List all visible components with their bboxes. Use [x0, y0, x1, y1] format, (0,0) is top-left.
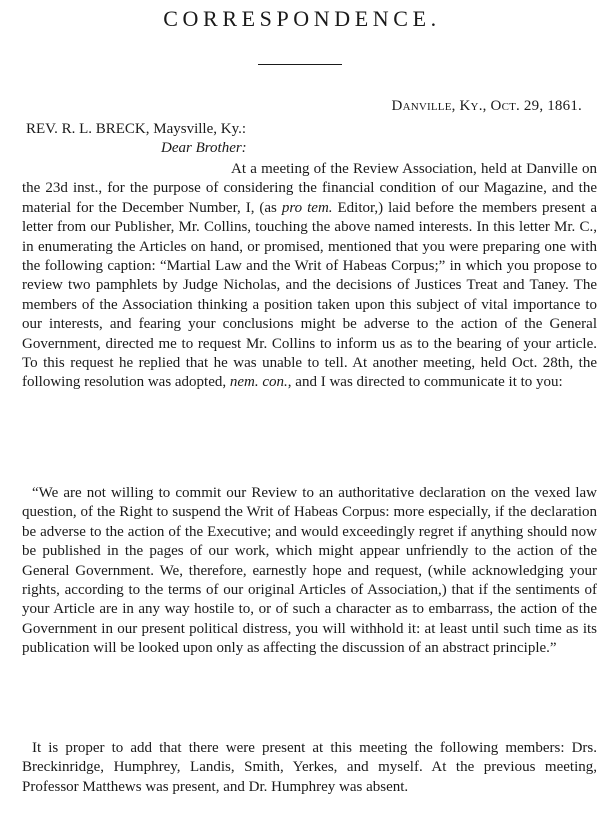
- dateline-date: Oct. 29, 1861.: [490, 98, 582, 114]
- salutation: Dear Brother:: [161, 140, 247, 156]
- resolution-quote: “We are not willing to commit our Review to an authoritative declaration on the vexed law question, of the Right to suspend the Writ of Habeas Corpus: more especially, if the declaration be adverse to the action of the Executive; and would exceedingly regret if anything should now be published in the pages of our work, which might appear unfriendly to the action of the General Government. We, therefore, earnestly hope and request, (while acknowledging your rights, according to the terms of our original Articles of Association,) that if the sentiments of your Article are in any way hostile to, or of such a character as to embarrass, the action of the Government in our present political distress, you will withhold it: at least until such time as its publication will be looked upon only as affecting the discussion of an abstract principle.”: [22, 485, 597, 657]
- page-title: CORRESPONDENCE.: [163, 6, 441, 31]
- dateline-place: Danville, Ky.,: [391, 98, 487, 114]
- paragraph-1-part-2: Editor,) laid before the members present a letter from our Publisher, Mr. Collins, touching the above named interests. In this letter Mr. C., in enumerating the Articles on hand, or promised, mentioned that you were preparing one with the following caption: “Martial Law and the Writ of Habeas Corpus;” in which you propose to review two pamphlets by Judge Nicholas, and the decisions of Justices Treat and Taney. The members of the Association thinking a position taken upon this subject of vital importance to our interests, and fearing your conclusions might be adverse to the action of the General Government, directed me to request Mr. Collins to inform us as to the bearing of your article. To this request he replied that he was unable to tell. At another meeting, held Oct. 28th, the following resolution was adopted,: [22, 199, 597, 391]
- paragraph-1-part-3: , and I was directed to communicate it to you:: [287, 374, 563, 391]
- letter-paragraph-1: [22, 160, 597, 393]
- addressee: REV. R. L. BRECK, Maysville, Ky.:: [26, 121, 247, 137]
- paragraph-1-part-1: At a meeting of the Review Association, held at Danville on the 23d inst., for the purpose of considering the financial condition of our Magazine, and the material for the December Number, I, (as: [22, 161, 597, 216]
- paragraph-1-italic-pro-tem: pro tem.: [281, 199, 333, 216]
- dateline: [392, 98, 582, 115]
- closing-paragraph: It is proper to add that there were present at this meeting the following members: Drs. Breckinridge, Humphrey, Landis, Smith, Yerkes, and myself. At the previous meeting, Professor Matthews was present, and Dr. Humphrey was absent.: [22, 740, 597, 795]
- title-divider: [258, 64, 342, 65]
- paragraph-1-italic-nem-con: nem. con.: [229, 374, 288, 391]
